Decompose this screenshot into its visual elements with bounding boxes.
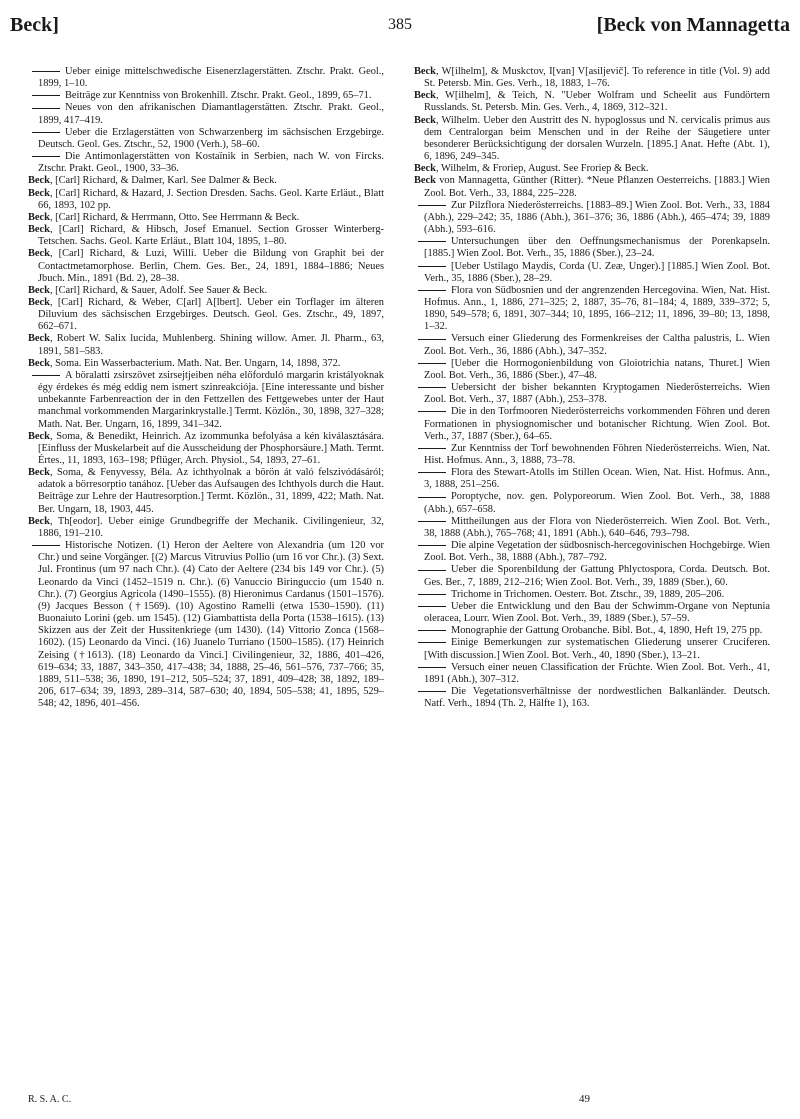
entry-text: Die alpine Vegetation der südbosnisch-hercegovinischen Hochgebirge. Wien Zool. Bot. Verh., 38, 1888 (Abh.), 787–792. <box>424 540 770 564</box>
bibliography-entry <box>28 358 384 370</box>
running-head <box>10 14 790 54</box>
entry-text: , [Carl] Richard, & Hibsch, Josef Emanuel. Section Grosser Winterberg-Tetschen. Sachs. Geol. Karte Erläut., Blatt 104, 1895, 1–80. <box>38 224 384 248</box>
ditto-dash <box>418 594 446 595</box>
bibliography-entry <box>414 540 770 564</box>
ditto-dash <box>418 570 446 571</box>
ditto-dash <box>418 205 446 206</box>
header-left: Beck] <box>10 14 59 36</box>
entry-text: Beiträge zur Kenntniss von Brokenhill. Ztschr. Prakt. Geol., 1899, 65–71. <box>65 90 372 102</box>
ditto-dash <box>418 387 446 388</box>
entry-text: Uebersicht der bisher bekannten Kryptogamen Niederösterreichs. Wien Zool. Bot. Verh., 37, 1887 (Abh.), 253–378. <box>424 382 770 406</box>
bibliography-entry <box>414 516 770 540</box>
author-heading: Beck <box>28 284 50 296</box>
bibliography-entry <box>28 90 384 102</box>
bibliography-entry <box>414 382 770 406</box>
entry-text: , W[ilhelm], & Teich, N. "Ueber Wolfram und Scheelit aus Fundörtern Russlands. St. Petersb. Min. Ges. Verh., 4, 1869, 312–321. <box>424 90 770 114</box>
entry-text: Ueber die Entwicklung und den Bau der Schwimm-Organe von Neptunia oleracea, Lourr. Wien Zool. Bot. Verh., 39, 1889 (Sber.), 57–59. <box>424 600 770 625</box>
ditto-dash <box>418 472 446 473</box>
entry-text: Zur Kenntniss der Torf bewohnenden Föhren Niederösterreichs. Wien, Nat. Hist. Hofmus. Ann., 3, 1888, 73–78. <box>424 442 770 466</box>
bibliography-entry <box>414 662 770 686</box>
bibliography-entry <box>414 236 770 260</box>
author-heading: Beck <box>28 467 50 479</box>
entry-text: , Th[eodor]. Ueber einige Grundbegriffe der Mechanik. Civilingenieur, 32, 1886, 191–210. <box>38 515 384 539</box>
author-heading: Beck <box>28 430 50 442</box>
bibliography-entry <box>414 175 770 199</box>
ditto-dash <box>32 545 60 546</box>
entry-text: , [Carl] Richard, & Sauer, Adolf. See Sauer & Beck. <box>49 284 268 296</box>
ditto-dash <box>418 411 446 412</box>
entry-text: , [Carl] Richard, & Weber, C[arl] A[lbert]. Ueber ein Torflager im älteren Diluvium des sächsischen Erzgebirges. Deutsch. Geol. Ges. Ztschr., 49, 1897, 662–671. <box>38 296 384 333</box>
entry-text: , Soma, & Fenyvessy, Béla. Az ichthyolnak a börön át való felszivódásáról; adatok a börresorptio tanához. [Ueber das Aufsaugen des Ichthyols durch die Haut. Beiträge zur Lehre der Hautresorption.] Termt. Közlön., 31, 1899, 422; Math. Nat. Ber. Ungarn, 18, 1903, 445. <box>38 467 384 515</box>
entry-text: , [Carl] Richard, & Hazard, J. Section Dresden. Sachs. Geol. Karte Erläut., Blatt 66, 1893, 102 pp. <box>38 187 384 211</box>
entry-text: , [Carl] Richard, & Luzi, Willi. Ueber die Bildung von Graphit bei der Contactmetamorphose. Berlin, Chem. Ges. Ber., 24, 1891, 1884–1886; Neues Jbuch. Min., 1891 (Bd. 2), 28–38. <box>38 248 384 284</box>
bibliography-entry <box>28 516 384 540</box>
bibliography-entry <box>414 115 770 164</box>
ditto-dash <box>418 521 446 522</box>
bibliography-entry <box>414 467 770 491</box>
entry-text: A böralatti zsirszövet zsirsejtjeiben néha előforduló margarin kristályoknak égy érdekes és még eddig nem ismert szinreakciója. [Eine interessante und bisher unbekannte Farbenreaction der in den Fettzellen des Fettgewebes unter der Haut manchmal vorkommenden Margarinkrystalle.] Termt. Közlön., 30, 1898, 327–328; Math. Nat. Ber. Ungarn, 16, 1899, 341–342. <box>38 369 384 430</box>
bibliography-entry <box>28 188 384 212</box>
footer-number: 49 <box>579 1093 590 1105</box>
ditto-dash <box>418 266 446 267</box>
bibliography-entry <box>414 333 770 357</box>
ditto-dash <box>418 241 446 242</box>
bibliography-entry <box>28 431 384 467</box>
ditto-dash <box>418 363 446 364</box>
entry-text: Die Vegetationsverhältnisse der nordwestlichen Balkanländer. Deutsch. Natf. Verh., 1894 (Th. 2, Hälfte 1), 163. <box>424 685 770 710</box>
header-right: [Beck von Mannagetta <box>596 14 790 36</box>
bibliography-entry <box>28 151 384 175</box>
author-heading: Beck <box>28 357 50 369</box>
bibliography-entry <box>28 175 384 187</box>
entry-text: Flora von Südbosnien und der angrenzenden Hercegovina. Wien, Nat. Hist. Hofmus. Ann., 1, 1886, 271–325; 2, 1887, 35–76, 81–184; 4, 1889, 339–372; 5, 1890, 549–578; 6, 1891, 307–344; 10, 1895, 166–212; 11, 1896, 39–80; 13, 1898, 1–32. <box>424 284 770 333</box>
author-heading: Beck <box>414 163 436 175</box>
author-heading: Beck <box>414 90 436 102</box>
entry-text: , W[ilhelm], & Muskctov, I[van] V[asiljevič]. To reference in title (Vol. 9) add St. Petersb. Min. Ges. Verh., 18, 1883, 1–76. <box>424 66 770 90</box>
author-heading: Beck <box>28 296 50 308</box>
bibliography-entry <box>28 467 384 516</box>
ditto-dash <box>32 108 60 109</box>
left-column <box>28 66 384 710</box>
entry-text: [Ueber die Hormogonienbildung von Gloiotrichia natans, Thuret.] Wien Zool. Bot. Verh., 36, 1886 (Sber.), 47–48. <box>424 357 770 381</box>
author-heading: Beck <box>28 187 50 199</box>
page-number: 385 <box>388 16 412 33</box>
author-heading: Beck <box>28 224 50 236</box>
entry-text: Die in den Torfmooren Niederösterreichs vorkommenden Föhren und deren Formationen in physiognomischer und botanischer Richtung. Wien Zool. Bot. Verh., 37, 1887 (Sber.), 64–65. <box>424 406 770 442</box>
entry-text: [Ueber Ustilago Maydis, Corda (U. Zeæ, Unger).] [1885.] Wien Zool. Bot. Verh., 35, 1886 (Sber.), 28–29. <box>424 260 770 284</box>
bibliography-entry <box>414 601 770 625</box>
bibliography-entry <box>28 333 384 357</box>
bibliography-entry <box>414 637 770 661</box>
entry-text: , Soma, & Benedikt, Heinrich. Az izommunka befolyása a kén kiválasztására. [Einfluss der Muskelarbeit auf die Ausscheidung der Phosphorsäure.] Math. Termt. Értes., 11, 1893, 163–198; Pflüger, Arch. Physiol., 54, 1893, 27–61. <box>38 430 384 466</box>
bibliography-entry <box>414 686 770 710</box>
entry-text: Flora des Stewart-Atolls im Stillen Ocean. Wien, Nat. Hist. Hofmus. Ann., 3, 1888, 251–256. <box>424 467 770 491</box>
entry-text: Versuch einer Gliederung des Formenkreises der Caltha palustris, L. Wien Zool. Bot. Verh., 36, 1886 (Abh.), 347–352. <box>424 333 770 357</box>
bibliography-entry <box>414 90 770 114</box>
ditto-dash <box>418 606 446 607</box>
entry-text: , Wilhelm, & Froriep, August. See Froriep & Beck. <box>435 163 649 175</box>
entry-text: Ueber die Sporenbildung der Gattung Phlyctospora, Corda. Deutsch. Bot. Ges. Ber., 7, 1889, 212–216; Wien Zool. Bot. Verh., 39, 1889 (Sber.), 60. <box>424 564 770 588</box>
entry-text: Poroptyche, nov. gen. Polyporeorum. Wien Zool. Bot. Verh., 38, 1888 (Abh.), 657–658. <box>424 491 770 515</box>
ditto-dash <box>418 497 446 498</box>
ditto-dash <box>418 545 446 546</box>
entry-text: Mittheilungen aus der Flora von Niederösterreich. Wien Zool. Bot. Verh., 38, 1888 (Abh.), 765–768; 41, 1891 (Abh.), 640–646, 793–798. <box>424 515 770 539</box>
author-heading: Beck <box>414 175 436 187</box>
entry-text: von Mannagetta, Günther (Ritter). *Neue Pflanzen Oesterreichs. [1883.] Wien Zool. Bot. Verh., 33, 1884, 225–228. <box>424 175 770 199</box>
bibliography-entry <box>414 443 770 467</box>
bibliography-entry <box>28 540 384 710</box>
bibliography-entry <box>414 625 770 637</box>
author-heading: Beck <box>28 333 50 345</box>
bibliography-entry <box>414 261 770 285</box>
bibliography-entry <box>28 102 384 126</box>
entry-text: Versuch einer neuen Classification der Früchte. Wien Zool. Bot. Verh., 41, 1891 (Abh.), 307–312. <box>424 661 770 685</box>
entry-text: Monographie der Gattung Orobanche. Bibl. Bot., 4, 1890, Heft 19, 275 pp. <box>451 625 763 637</box>
bibliography-entry <box>28 224 384 248</box>
entry-text: Historische Notizen. (1) Heron der Aeltere von Alexandria (um 120 vor Chr.) und seine Vorgänger. [(2) Marcus Vitruvius Pollio (um 16 vor Chr.). (3) Sext. Jul. Frontinus (um 97 nach Chr.). (4) Cato der Aeltere (234 bis 149 vor Chr.). (5) Leonardo da Vinci (1452–1519 n. Chr.). (6) Vanuccio Biringuccio (um 1540 n. Chr.). (7) Georgius Agricola (1490–1555). (8) Hieronimus Cardanus (1501–1576). (9) Jacques Besson (†1569). (10) Agostino Ramelli (etwa 1530–1590). (11) Buonaiuto Lorini (geb. um 1545). (12) Giambattista della Porta (1538–1615). (13) Skizzen aus der Zeit der Hussitenkriege (um 1430). (14) Vittorio Zonca (1568–1602). (15) Leonardo da Vinci. (16) Juanelo Turriano (1500–1585). (17) Heinrich Zeising (†1613). (18) Leonardo da Vinci.] Civilingenieur, 32, 1886, 401–426, 619–634; 33, 1887, 343–350, 417–438; 34, 1888, 25–46, 561–576, 737–766; 35, 1889, 511–538; 36, 1890, 191–212, 505–524; 37, 1891, 409–428; 38, 1892, 189–206, 617–634; 39, 1893, 289–314, 587–630; 40, 1894, 505–538; 41, 1895, 529–548; 42, 1896, 401–456. <box>38 540 384 710</box>
bibliography-entry <box>414 66 770 90</box>
entry-text: Trichome in Trichomen. Oesterr. Bot. Ztschr., 39, 1889, 205–206. <box>451 588 725 600</box>
footer-signature: R. S. A. C. <box>28 1094 72 1105</box>
ditto-dash <box>418 290 446 291</box>
entry-text: , Soma. Ein Wasserbacterium. Math. Nat. Ber. Ungarn, 14, 1898, 372. <box>49 357 341 369</box>
entry-text: Ueber einige mittelschwedische Eisenerzlagerstätten. Ztschr. Prakt. Geol., 1899, 1–10. <box>38 66 384 90</box>
ditto-dash <box>418 448 446 449</box>
ditto-dash <box>32 95 60 96</box>
bibliography-entry <box>28 285 384 297</box>
author-heading: Beck <box>28 211 50 223</box>
entry-text: , [Carl] Richard, & Dalmer, Karl. See Dalmer & Beck. <box>49 175 277 187</box>
bibliography-entry <box>28 248 384 284</box>
bibliography-entry <box>28 127 384 151</box>
ditto-dash <box>418 691 446 692</box>
right-column <box>414 66 770 710</box>
entry-text: Zur Pilzflora Niederösterreichs. [1883–89.] Wien Zool. Bot. Verh., 33, 1884 (Abh.), 229–242; 35, 1886 (Abh.), 361–376; 36, 1886 (Abh.), 465–474; 39, 1889 (Abh.), 593–616. <box>424 199 770 236</box>
entry-text: , Wilhelm. Ueber den Austritt des N. hypoglossus und N. cervicalis primus aus dem Centralorgan beim Menschen und in der Reihe der Säugetiere unter besonderer Berücksichtigung der dorsalen Wurzeln. [1895.] Anat. Hefte (Abt. 1), 6, 1896, 249–345. <box>424 114 770 163</box>
bibliography-entry <box>414 285 770 334</box>
author-heading: Beck <box>28 175 50 187</box>
bibliography-entry <box>28 297 384 333</box>
bibliography-entry <box>414 163 770 175</box>
ditto-dash <box>32 375 60 376</box>
bibliography-entry <box>414 491 770 515</box>
bibliography-entry <box>414 589 770 601</box>
ditto-dash <box>418 642 446 643</box>
ditto-dash <box>32 132 60 133</box>
ditto-dash <box>418 339 446 340</box>
bibliography-entry <box>28 212 384 224</box>
entry-text: Ueber die Erzlagerstätten von Schwarzenberg im sächsischen Erzgebirge. Deutsch. Geol. Ges. Ztschr., 52, 1900 (Verh.), 58–60. <box>38 126 384 150</box>
ditto-dash <box>32 156 60 157</box>
author-heading: Beck <box>414 114 436 126</box>
author-heading: Beck <box>28 515 50 527</box>
bibliography-entry <box>414 406 770 442</box>
entry-text: Neues von den afrikanischen Diamantlagerstätten. Ztschr. Prakt. Geol., 1899, 417–419. <box>38 102 384 126</box>
author-heading: Beck <box>414 66 436 77</box>
ditto-dash <box>418 630 446 631</box>
bibliography-entry <box>28 370 384 431</box>
entry-text: , Robert W. Salix lucida, Muhlenberg. Shining willow. Amer. Jl. Pharm., 63, 1891, 581–583. <box>38 333 384 357</box>
entry-text: Die Antimonlagerstätten von Kostaïnik in Serbien, nach W. von Fircks. Ztschr. Prakt. Geol., 1900, 33–36. <box>38 151 384 175</box>
bibliography-entry <box>414 200 770 236</box>
bibliography-entry <box>414 358 770 382</box>
bibliography-entry <box>414 564 770 588</box>
bibliography-entry <box>28 66 384 90</box>
entry-text: , [Carl] Richard, & Herrmann, Otto. See Herrmann & Beck. <box>49 211 300 223</box>
author-heading: Beck <box>28 248 50 260</box>
entry-text: Einige Bemerkungen zur systematischen Gliederung unserer Cruciferen. [With discussion.] Wien Zool. Bot. Verh., 40, 1890 (Sber.), 13–21. <box>424 637 770 661</box>
entry-text: Untersuchungen über den Oeffnungsmechanismus der Porenkapseln. [1885.] Wien Zool. Bot. Verh., 35, 1886 (Sber.), 23–24. <box>424 236 770 260</box>
ditto-dash <box>32 71 60 72</box>
ditto-dash <box>418 667 446 668</box>
